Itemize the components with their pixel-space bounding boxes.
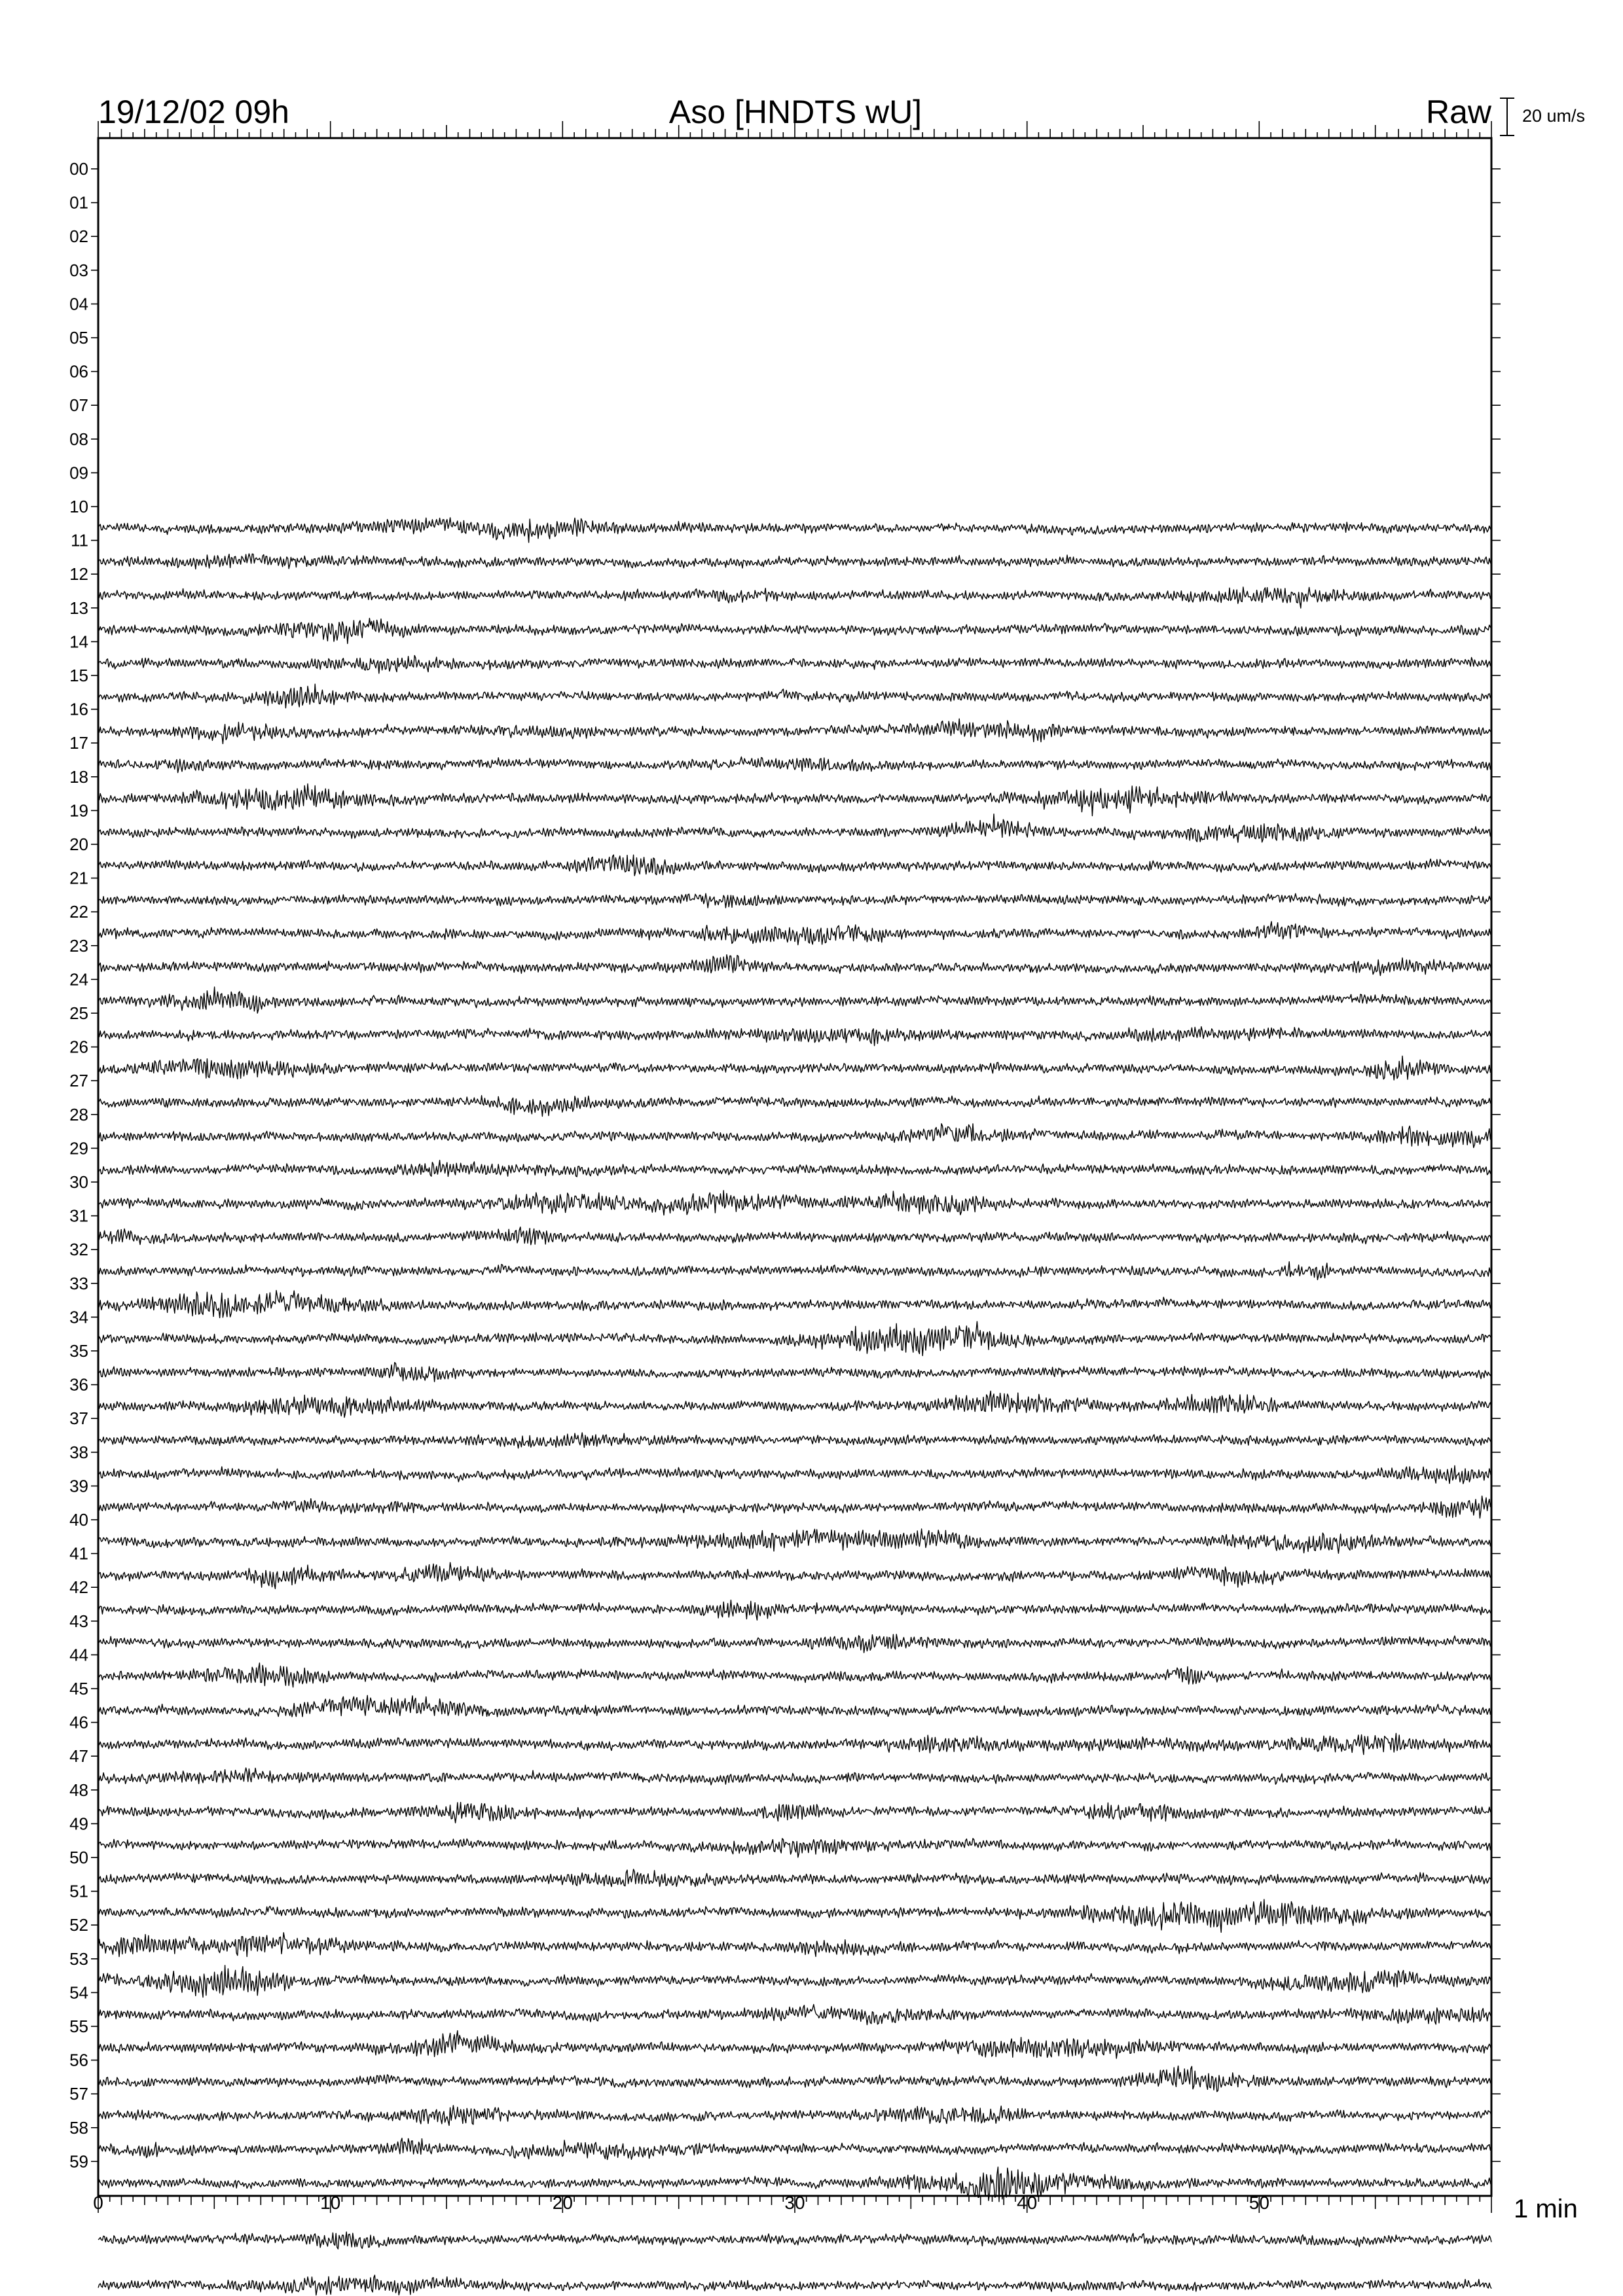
trace-line bbox=[98, 1899, 1491, 1932]
row-label: 47 bbox=[69, 1746, 88, 1767]
trace-line bbox=[98, 2005, 1491, 2025]
row-label: 00 bbox=[69, 159, 88, 179]
row-label: 11 bbox=[71, 530, 88, 550]
row-label: 08 bbox=[69, 429, 88, 449]
row-label: 50 bbox=[69, 1848, 88, 1867]
trace-line bbox=[98, 587, 1491, 608]
trace-line bbox=[98, 1496, 1491, 1518]
trace-line bbox=[98, 893, 1491, 908]
header-datetime: 19/12/02 09h bbox=[98, 94, 289, 130]
trace-line bbox=[98, 1056, 1491, 1080]
row-label: 42 bbox=[69, 1577, 88, 1598]
row-label: 41 bbox=[69, 1543, 88, 1564]
trace-line bbox=[98, 518, 1491, 543]
scale-label: 20 um/s bbox=[1522, 106, 1586, 126]
row-label: 39 bbox=[69, 1476, 88, 1496]
x-unit-label: 1 min bbox=[1514, 2195, 1578, 2223]
trace-line bbox=[98, 2066, 1491, 2091]
row-label: 38 bbox=[69, 1442, 88, 1462]
row-label: 04 bbox=[69, 294, 88, 314]
trace-line bbox=[98, 955, 1491, 976]
row-label: 31 bbox=[69, 1206, 88, 1226]
trace-line bbox=[98, 1363, 1491, 1382]
trace-line bbox=[98, 1695, 1491, 1717]
trace-line bbox=[98, 1663, 1491, 1687]
row-label: 54 bbox=[69, 1982, 88, 2003]
trace-line bbox=[98, 1733, 1491, 1754]
row-label: 33 bbox=[69, 1273, 88, 1293]
trace-line bbox=[98, 757, 1491, 772]
row-label: 32 bbox=[69, 1240, 88, 1260]
scale-bar bbox=[1500, 98, 1514, 135]
row-label: 19 bbox=[69, 800, 88, 821]
trace-line bbox=[98, 1321, 1491, 1355]
row-label: 07 bbox=[69, 395, 88, 416]
row-label: 45 bbox=[69, 1679, 88, 1698]
row-label: 15 bbox=[69, 666, 88, 685]
trace-line bbox=[98, 1227, 1491, 1245]
row-label: 21 bbox=[69, 868, 88, 888]
trace-line bbox=[98, 719, 1491, 744]
overflow-traces bbox=[98, 2232, 1491, 2295]
trace-line bbox=[98, 619, 1491, 644]
x-tick-label: 50 bbox=[1249, 2193, 1269, 2213]
row-label: 49 bbox=[69, 1814, 88, 1834]
row-label: 10 bbox=[69, 497, 88, 516]
trace-line bbox=[98, 1433, 1491, 1448]
row-label: 13 bbox=[69, 598, 88, 618]
x-tick-label: 40 bbox=[1017, 2193, 1038, 2213]
row-label: 22 bbox=[69, 902, 88, 922]
trace-line bbox=[98, 1262, 1491, 1280]
trace-line bbox=[98, 855, 1491, 876]
trace-line bbox=[98, 1124, 1491, 1148]
row-label: 29 bbox=[69, 1138, 88, 1158]
row-label: 03 bbox=[69, 260, 88, 280]
row-label: 40 bbox=[69, 1510, 88, 1530]
row-label: 20 bbox=[69, 834, 88, 854]
header-station: Aso [HNDTS wU] bbox=[668, 94, 922, 130]
row-label: 01 bbox=[69, 192, 88, 213]
row-label: 37 bbox=[69, 1408, 88, 1429]
row-label: 46 bbox=[69, 1712, 88, 1732]
row-label: 14 bbox=[69, 632, 88, 652]
row-label: 43 bbox=[69, 1611, 88, 1631]
row-label: 36 bbox=[69, 1374, 88, 1395]
row-label: 26 bbox=[69, 1037, 88, 1057]
trace-line bbox=[98, 1160, 1491, 1177]
row-label: 55 bbox=[69, 2017, 88, 2036]
trace-line bbox=[98, 655, 1491, 673]
trace-line bbox=[98, 1869, 1491, 1887]
trace-line bbox=[98, 1191, 1491, 1215]
row-label: 30 bbox=[69, 1172, 88, 1192]
trace-line bbox=[98, 922, 1491, 945]
row-label: 02 bbox=[69, 226, 88, 247]
x-tick-label: 30 bbox=[784, 2193, 805, 2213]
row-label: 09 bbox=[69, 463, 88, 483]
row-label: 53 bbox=[69, 1948, 88, 1969]
row-label: 18 bbox=[69, 766, 88, 787]
trace-line bbox=[98, 814, 1491, 842]
header-mode: Raw bbox=[1425, 94, 1491, 130]
trace-line bbox=[98, 2138, 1491, 2160]
trace-line bbox=[98, 1933, 1491, 1957]
trace-line bbox=[98, 1391, 1491, 1417]
trace-line bbox=[98, 2031, 1491, 2058]
row-label: 56 bbox=[69, 2050, 88, 2070]
row-label: 23 bbox=[69, 935, 88, 956]
trace-line bbox=[98, 1803, 1491, 1823]
trace-line bbox=[98, 1600, 1491, 1621]
row-label: 57 bbox=[69, 2084, 88, 2104]
trace-line bbox=[98, 784, 1491, 816]
trace-line bbox=[98, 1096, 1491, 1117]
row-label: 34 bbox=[69, 1307, 88, 1327]
row-label: 58 bbox=[69, 2117, 88, 2138]
trace-line bbox=[98, 1529, 1491, 1553]
trace-line bbox=[98, 1965, 1491, 1998]
trace-line bbox=[98, 1634, 1491, 1653]
trace-line bbox=[98, 554, 1491, 569]
trace-line bbox=[98, 1768, 1491, 1785]
row-label: 17 bbox=[69, 733, 88, 753]
trace-line bbox=[98, 987, 1491, 1013]
trace-line bbox=[98, 1027, 1491, 1046]
row-labels bbox=[69, 159, 1501, 2171]
row-label: 25 bbox=[69, 1003, 88, 1023]
row-label: 51 bbox=[69, 1881, 88, 1901]
trace-line bbox=[98, 2106, 1491, 2126]
x-tick-label: 20 bbox=[552, 2193, 573, 2213]
row-label: 16 bbox=[69, 699, 88, 719]
row-label: 35 bbox=[69, 1341, 88, 1361]
x-tick-label: 0 bbox=[93, 2193, 103, 2213]
row-label: 05 bbox=[69, 328, 88, 348]
trace-line bbox=[98, 684, 1491, 708]
trace-line bbox=[98, 1291, 1491, 1318]
row-label: 44 bbox=[69, 1645, 88, 1665]
trace-line bbox=[98, 1562, 1491, 1588]
trace-line bbox=[98, 2232, 1491, 2249]
row-label: 27 bbox=[69, 1071, 88, 1091]
row-label: 12 bbox=[69, 564, 88, 584]
row-label: 06 bbox=[69, 361, 88, 382]
x-tick-label: 10 bbox=[320, 2193, 341, 2213]
row-label: 28 bbox=[69, 1104, 88, 1124]
trace-line bbox=[98, 1839, 1491, 1857]
trace-line bbox=[98, 2275, 1491, 2295]
row-label: 24 bbox=[69, 969, 88, 990]
row-label: 48 bbox=[69, 1780, 88, 1800]
row-label: 59 bbox=[69, 2151, 88, 2172]
row-label: 52 bbox=[69, 1915, 88, 1935]
trace-line bbox=[98, 1465, 1491, 1484]
traces bbox=[98, 518, 1491, 2202]
